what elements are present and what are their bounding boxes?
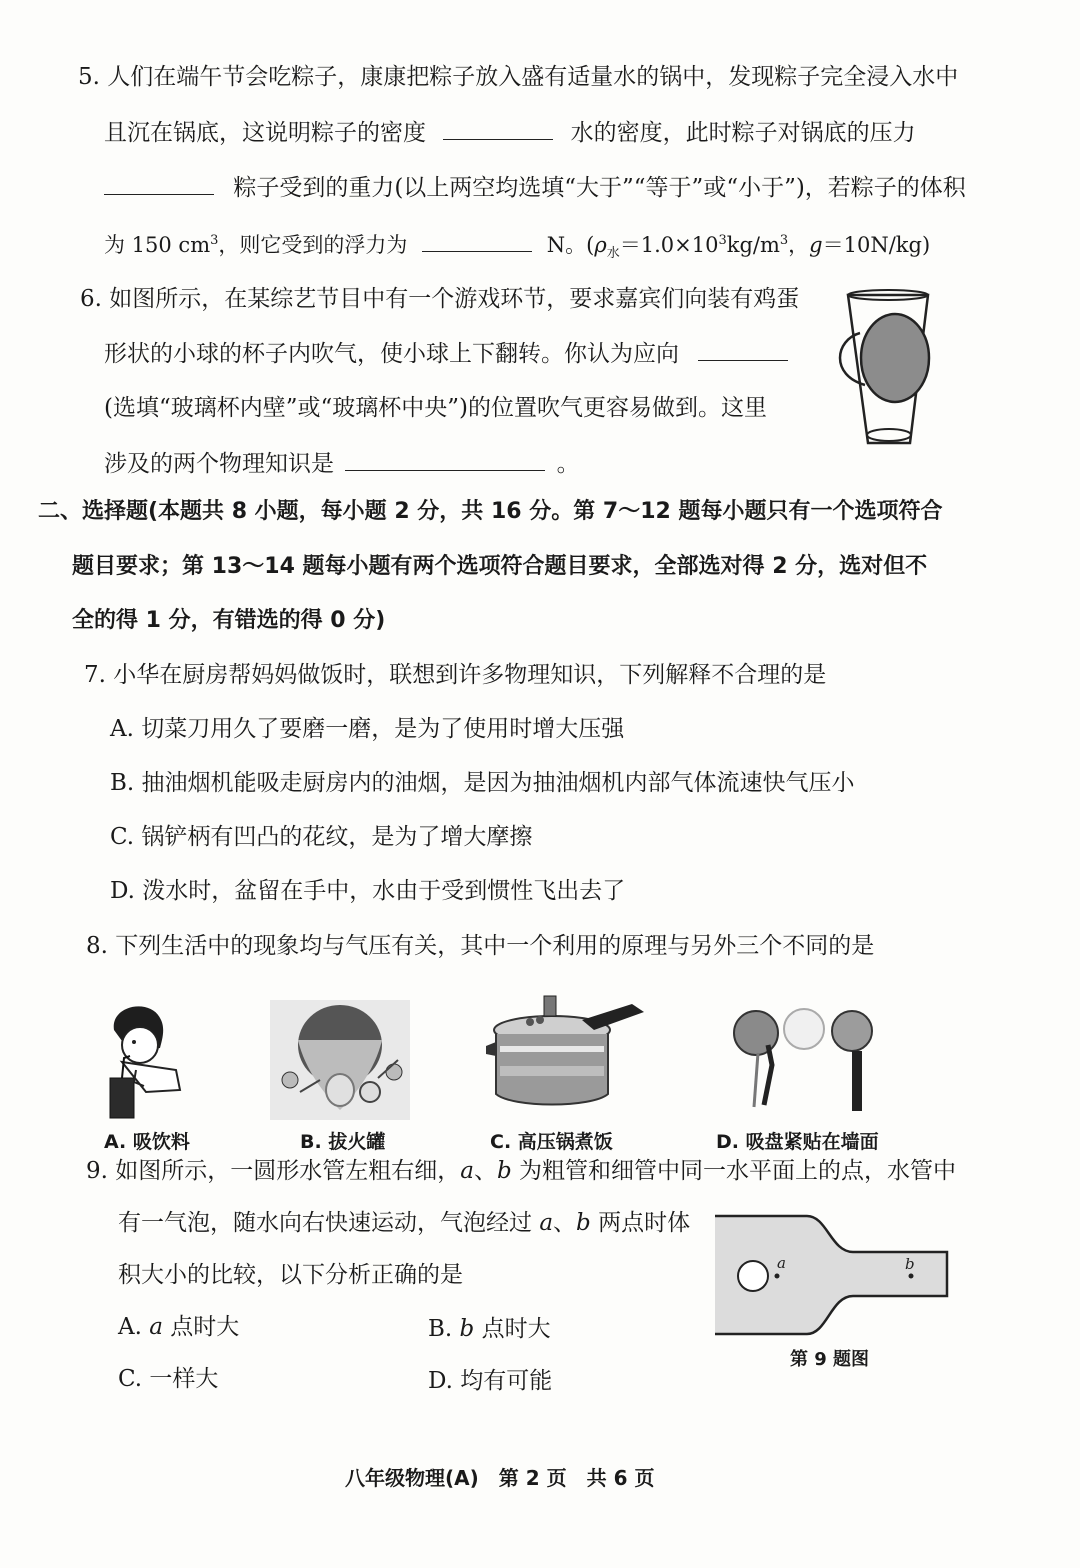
q6-line3: (选填“玻璃杯内壁”或“玻璃杯中央”)的位置吹气更容易做到。这里 xyxy=(104,395,767,421)
answer-blank[interactable] xyxy=(104,172,214,195)
q9-option-a-label: A. xyxy=(118,1314,150,1340)
q7-option-c[interactable]: C. 锅铲柄有凹凸的花纹，是为了增大摩擦 xyxy=(110,824,533,850)
q8-caption-b[interactable]: B. 拔火罐 xyxy=(300,1131,386,1153)
pressure-cooker-image xyxy=(482,990,648,1112)
q9-point-b: b xyxy=(496,1158,512,1184)
pipe-label-b: b xyxy=(905,1255,915,1273)
q6-line4 xyxy=(104,448,580,479)
rho-sub: 水 xyxy=(606,246,620,262)
q9-line2a: 有一气泡，随水向右快速运动，气泡经过 xyxy=(118,1210,540,1236)
q5-comma: ， xyxy=(788,233,810,257)
q5-volume: 为 150 cm xyxy=(104,233,211,257)
q6-line2-text: 形状的小球的杯子内吹气，使小球上下翻转。你认为应向 xyxy=(104,341,679,367)
q9-option-a[interactable] xyxy=(118,1312,239,1342)
q5-line1: 5. 人们在端午节会吃粽子，康康把粽子放入盛有适量水的锅中，发现粽子完全浸入水中 xyxy=(78,64,959,90)
q5-volume-exp: 3 xyxy=(210,233,219,248)
section2-line3: 全的得 1 分，有错选的得 0 分) xyxy=(72,608,386,633)
answer-blank[interactable] xyxy=(443,117,553,140)
q5-unit-n: N。( xyxy=(546,233,595,257)
q8-caption-d[interactable]: D. 吸盘紧贴在墙面 xyxy=(716,1131,879,1153)
q7-option-a[interactable]: A. 切菜刀用久了要磨一磨，是为了使用时增大压强 xyxy=(110,716,625,742)
q9-line2 xyxy=(118,1208,690,1238)
q9-point-b: b xyxy=(459,1316,475,1342)
q9-option-c[interactable]: C. 一样大 xyxy=(118,1366,219,1392)
q7-option-d[interactable]: D. 泼水时，盆留在手中，水由于受到惯性飞出去了 xyxy=(110,878,626,904)
q9-point-a: a xyxy=(149,1314,163,1340)
q9-figure-caption: 第 9 题图 xyxy=(790,1349,870,1370)
q9-option-b-text: 点时大 xyxy=(474,1316,551,1342)
answer-blank[interactable] xyxy=(698,338,788,361)
q5-line4 xyxy=(104,226,930,269)
q5-line4b: ，则它受到的浮力为 xyxy=(218,233,408,257)
q9-sep: 、 xyxy=(553,1210,577,1236)
q5-density-unit: kg/m xyxy=(726,233,780,257)
cup-egg-figure xyxy=(830,285,945,455)
q5-line2a: 且沉在锅底，这说明粽子的密度 xyxy=(104,120,426,146)
q8-stem: 8. 下列生活中的现象均与气压有关，其中一个利用的原理与另外三个不同的是 xyxy=(86,933,875,959)
q9-line3: 积大小的比较，以下分析正确的是 xyxy=(118,1262,463,1288)
water-pipe-figure xyxy=(715,1212,950,1340)
q7-stem: 7. 小华在厨房帮妈妈做饭时，联想到许多物理知识，下列解释不合理的是 xyxy=(84,662,827,688)
q9-line1b: 为粗管和细管中同一水平面上的点，水管中 xyxy=(511,1158,957,1184)
q9-point-a: a xyxy=(460,1158,474,1184)
q6-line2 xyxy=(104,338,788,369)
q9-point-b: b xyxy=(576,1210,591,1236)
q9-line1a: 9. 如图所示，一圆形水管左粗右细， xyxy=(86,1158,461,1184)
rho-symbol: ρ xyxy=(594,233,607,257)
q5-line3-text: 粽子受到的重力(以上两空均选填“大于”“等于”或“小于”)，若粽子的体积 xyxy=(233,175,966,201)
q6-line1: 6. 如图所示，在某综艺节目中有一个游戏环节，要求嘉宾们向装有鸡蛋 xyxy=(80,286,800,312)
q9-line2b: 两点时体 xyxy=(590,1210,691,1236)
q9-point-a: a xyxy=(539,1210,554,1236)
answer-blank[interactable] xyxy=(422,229,532,252)
q9-line1 xyxy=(86,1156,956,1186)
q5-line2 xyxy=(104,117,916,148)
q5-line3 xyxy=(104,172,966,203)
q5-unit-exp: 3 xyxy=(779,233,789,248)
g-symbol: g xyxy=(809,233,823,257)
q9-option-b[interactable] xyxy=(428,1314,551,1344)
page-footer: 八年级物理(A) 第 2 页 共 6 页 xyxy=(345,1466,655,1490)
section2-line1: 二、选择题(本题共 8 小题，每小题 2 分，共 16 分。第 7～12 题每小题只有一个选项符合 xyxy=(38,499,943,524)
q5-g-value: ＝10N/kg) xyxy=(822,233,931,257)
q6-line4a: 涉及的两个物理知识是 xyxy=(104,451,334,477)
q7-option-b[interactable]: B. 抽油烟机能吸走厨房内的油烟，是因为抽油烟机内部气体流速快气压小 xyxy=(110,770,855,796)
q5-density: ＝1.0×10 xyxy=(619,233,719,257)
q9-option-b-label: B. xyxy=(428,1316,460,1342)
drinking-boy-image xyxy=(100,1000,185,1122)
q8-caption-c[interactable]: C. 高压锅煮饭 xyxy=(490,1131,613,1153)
q5-density-exp: 3 xyxy=(718,233,727,248)
suction-cup-image xyxy=(728,995,878,1115)
answer-blank[interactable] xyxy=(345,448,545,471)
cupping-image xyxy=(270,1000,410,1120)
q9-sep: 、 xyxy=(473,1158,497,1184)
q8-caption-a[interactable]: A. 吸饮料 xyxy=(104,1131,190,1153)
pipe-label-a: a xyxy=(777,1254,786,1272)
section2-line2: 题目要求；第 13～14 题每小题有两个选项符合题目要求，全部选对得 2 分，选对但不 xyxy=(72,554,928,579)
q9-option-a-text: 点时大 xyxy=(162,1314,240,1340)
q9-option-d[interactable]: D. 均有可能 xyxy=(428,1368,553,1394)
q5-line2b: 水的密度，此时粽子对锅底的压力 xyxy=(570,120,916,146)
q6-period: 。 xyxy=(556,451,580,477)
